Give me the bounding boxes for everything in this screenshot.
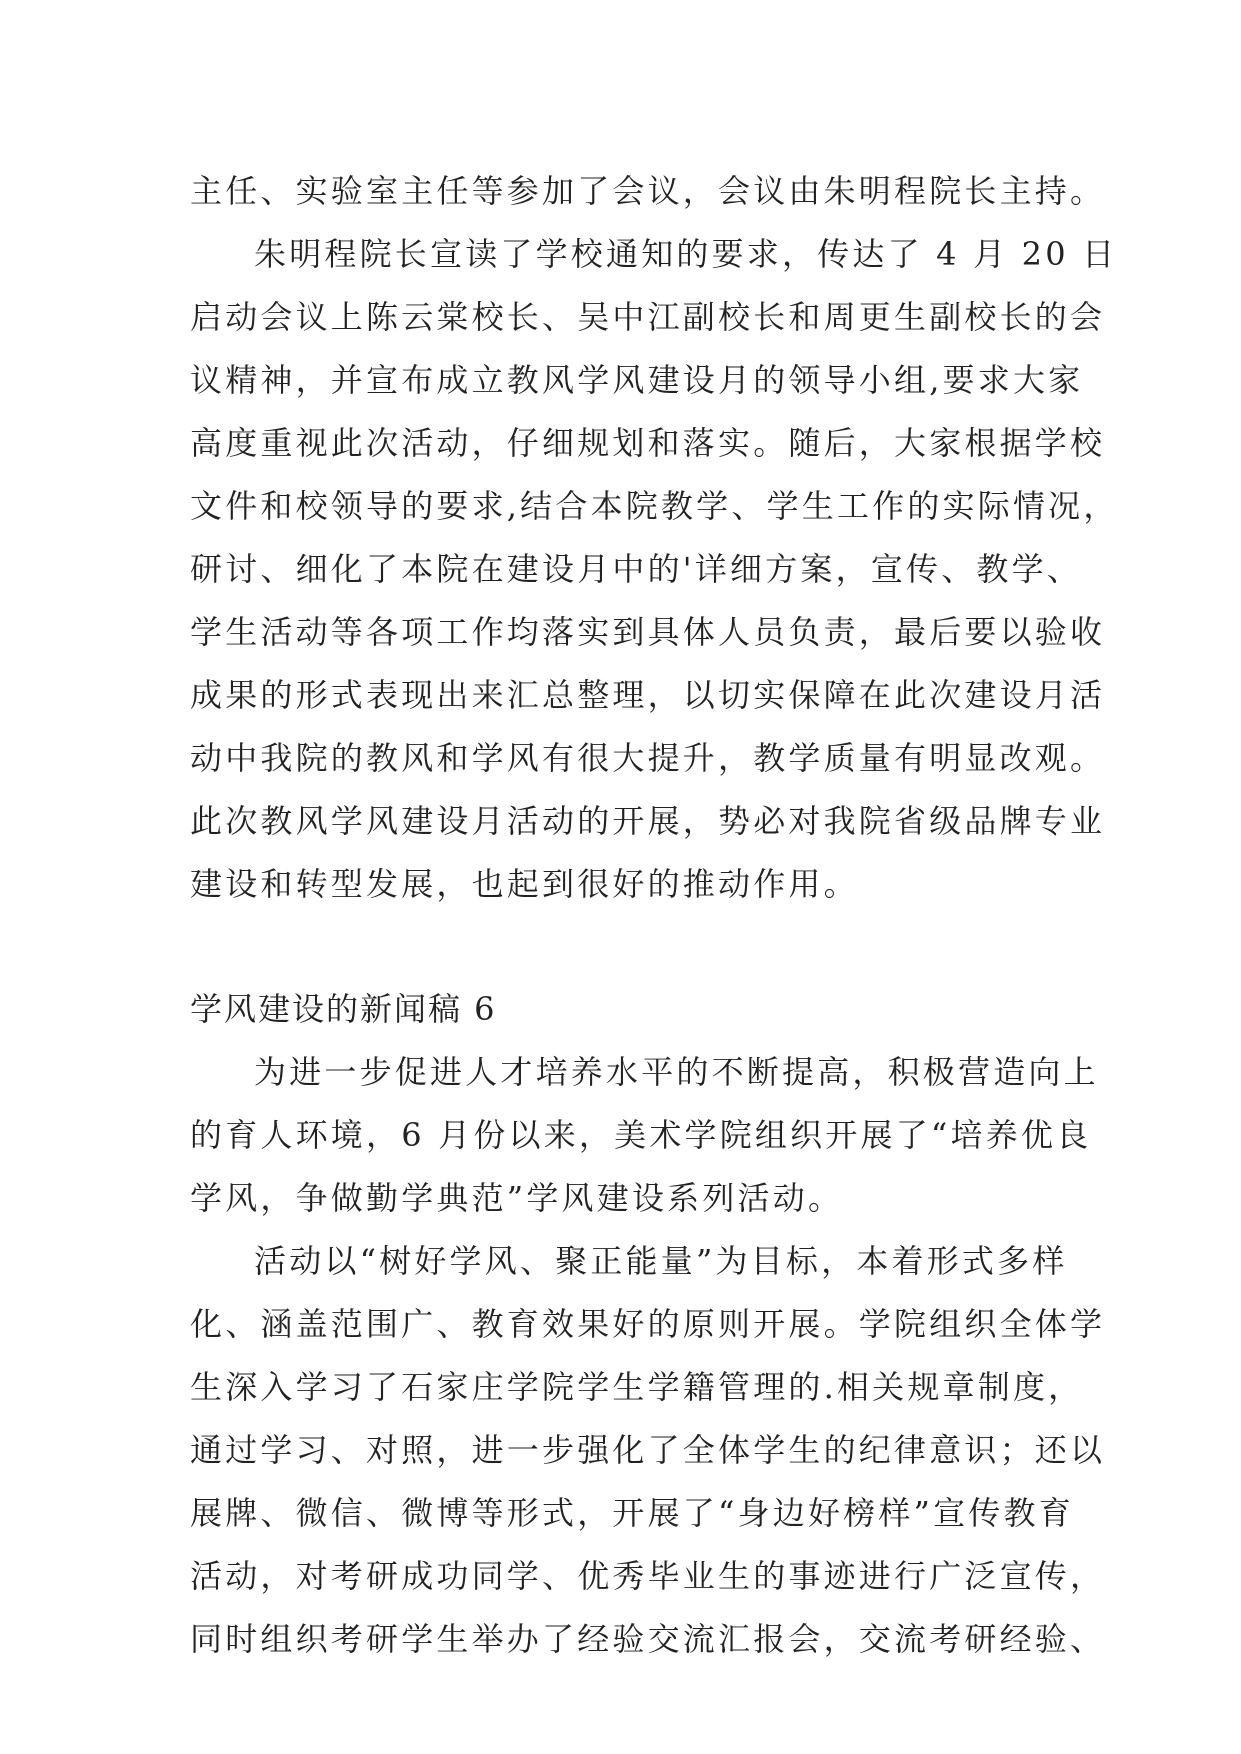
text-line: 活动以“树好学风、聚正能量”为目标，本着形式多样 — [254, 1242, 1068, 1280]
text-line: 同时组织考研学生举办了经验交流汇报会，交流考研经验、 — [190, 1620, 1106, 1658]
text-line: 议精神，并宣布成立教风学风建设月的领导小组,要求大家 — [190, 361, 1084, 399]
paragraph-activity-details — [190, 1230, 1106, 1671]
text-line: 成果的形式表现出来汇总整理，以切实保障在此次建设月活 — [190, 676, 1106, 714]
paragraph-meeting-attendees — [190, 160, 1106, 223]
text-line: 学生活动等各项工作均落实到具体人员负责，最后要以验收 — [190, 613, 1106, 651]
text-line: 此次教风学风建设月活动的开展，势必对我院省级品牌专业 — [190, 802, 1106, 840]
document-body — [190, 160, 1119, 1671]
text-line: 研讨、细化了本院在建设月中的'详细方案，宣传、教学、 — [190, 550, 1082, 588]
paragraph-activity-intro — [190, 1041, 1099, 1230]
text-line: 朱明程院长宣读了学校通知的要求，传达了 4 月 20 日 — [254, 235, 1118, 273]
text-line: 生深入学习了石家庄学院学生学籍管理的.相关规章制度， — [190, 1368, 1084, 1406]
paragraph-meeting-summary — [190, 223, 1119, 916]
text-line: 为进一步促进人才培养水平的不断提高，积极营造向上 — [254, 1053, 1099, 1091]
text-line: 启动会议上陈云棠校长、吴中江副校长和周更生副校长的会 — [190, 298, 1106, 336]
text-line: 化、涵盖范围广、教育效果好的原则开展。学院组织全体学 — [190, 1305, 1106, 1343]
text-line: 通过学习、对照，进一步强化了全体学生的纪律意识；还以 — [190, 1431, 1106, 1469]
text-line: 主任、实验室主任等参加了会议，会议由朱明程院长主持。 — [190, 172, 1106, 210]
text-line: 展牌、微信、微博等形式，开展了“身边好榜样”宣传教育 — [190, 1494, 1074, 1532]
text-line: 文件和校领导的要求,结合本院教学、学生工作的实际情况， — [190, 487, 1119, 525]
text-line: 高度重视此次活动，仔细规划和落实。随后，大家根据学校 — [190, 424, 1106, 462]
text-line: 建设和转型发展，也起到很好的推动作用。 — [190, 865, 859, 903]
paragraph-gap — [190, 916, 1070, 978]
text-line: 学风，争做勤学典范”学风建设系列活动。 — [190, 1179, 844, 1217]
text-line: 活动，对考研成功同学、优秀毕业生的事迹进行广泛宣传， — [190, 1557, 1106, 1595]
text-line: 的育人环境，6 月份以来，美术学院组织开展了“培养优良 — [190, 1116, 1092, 1154]
section-title: 学风建设的新闻稿 6 — [190, 990, 497, 1028]
text-line: 动中我院的教风和学风有很大提升，教学质量有明显改观。 — [190, 739, 1106, 777]
